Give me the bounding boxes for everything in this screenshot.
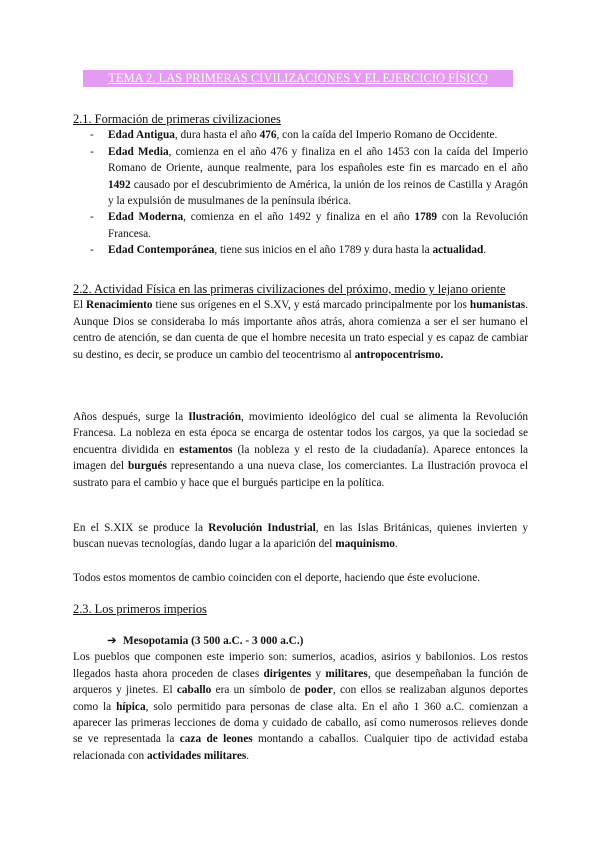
arrow-right-icon: ➔ [107, 635, 117, 647]
section-heading: 2.3. Los primeros imperios [73, 602, 207, 616]
section-2-1 [73, 111, 528, 259]
dash-bullet: - [90, 129, 94, 142]
dash-bullet: - [90, 145, 94, 158]
section-heading: 2.1. Formación de primeras civilizaciones [73, 112, 281, 126]
subheading-mesopotamia: ➔ Mesopotamia (3 500 a.C. - 3 000 a.C.) [73, 633, 528, 649]
list-item: - Edad Antigua, dura hasta el año 476, con la caída del Imperio Romano de Occidente. [73, 127, 528, 143]
paragraph-mesopotamia: Los pueblos que componen este imperio son: sumerios, acadios, asirios y babilonios. Los restos llegados hasta ahora proceden de clases dirigentes y militares, que desempeñaban la función de arqueros y jinetes. El caballo era un símbolo de poder, con ellos se realizaban algunos deportes como la hípica, solo permitido para personas de clase alta. En el año 1 360 a.C. comienzan a aparecer las primeras lecciones de doma y cuidado de caballo, así como numerosos relieves donde se ve representada la caza de leones montando a caballos. Cualquier tipo de actividad estaba relacionada con actividades militares. [73, 651, 529, 762]
paragraph-deporte: Todos estos momentos de cambio coinciden con el deporte, haciendo que éste evolucione. [73, 572, 481, 584]
dash-bullet: - [90, 244, 94, 257]
paragraph-industrial: En el S.XIX se produce la Revolución Industrial, en las Islas Británicas, quienes invierten y buscan nuevas tecnologías, dando lugar a la aparición del maquinismo. [73, 522, 528, 551]
document-title: TEMA 2. LAS PRIMERAS CIVILIZACIONES Y EL EJERCICIO FÍSICO [83, 70, 513, 87]
section-heading: 2.2. Actividad Física en las primeras civilizaciones del próximo, medio y lejano oriente [73, 282, 506, 296]
paragraph-deporte-block [73, 570, 528, 586]
era-list [73, 127, 528, 258]
list-item: - Edad Contemporánea, tiene sus inicios en el año 1789 y dura hasta la actualidad. [73, 242, 528, 258]
dash-bullet: - [90, 211, 94, 224]
section-2-3 [73, 601, 528, 617]
paragraph-ilustracion-block [73, 409, 528, 491]
paragraph-renacimiento: El Renacimiento tiene sus orígenes en el S.XV, y está marcado principalmente por los humanistas. Aunque Dios se consideraba lo más importante años atrás, ahora comienza a ser el ser humano el centro de atención, se dan cuenta de que el hombre necesita un trato especial y es capaz de cambiar su destino, es decir, se produce un cambio del teocentrismo al antropocentrismo. [73, 299, 528, 361]
list-item: - Edad Moderna, comienza en el año 1492 y finaliza en el año 1789 con la Revolución Francesa. [90, 211, 528, 240]
list-item: - Edad Media, comienza en el año 476 y finaliza en el año 1453 con la caída del Imperio Romano de Oriente, aunque realmente, para los españoles este fin es marcado en el año 1492 causado por el descubrimiento de América, la unión de los reinos de Castilla y Aragón y la expulsión de musulmanes de la península ibérica. [90, 145, 528, 208]
mesopotamia-block [73, 633, 528, 764]
paragraph-ilustracion: Años después, surge la Ilustración, movimiento ideológico del cual se alimenta la Revolución Francesa. La nobleza en esta época se encarga de ostentar todos los cargos, ya que la sociedad se encuentra dividida en estamentos (la nobleza y el resto de la ciudadanía). Aparece entonces la imagen del burgués representando a una nueva clase, los comerciantes. La Ilustración provoca el sustrato para el cambio y hace que el burgués participe en la política. [73, 411, 529, 489]
section-2-2 [73, 281, 528, 363]
paragraph-industrial-block [73, 520, 528, 553]
